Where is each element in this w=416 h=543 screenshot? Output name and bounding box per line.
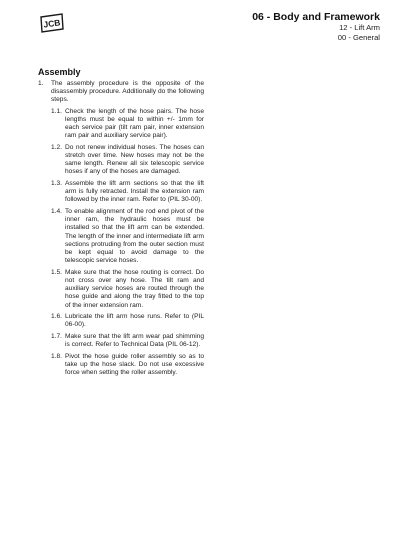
step-number: 1.7. [51,333,62,341]
procedure-content [38,80,204,381]
step-text: Lubricate the lift arm hose runs. Refer to (PIL 06-00). [65,313,204,329]
step-number: 1.6. [51,313,62,321]
step-text: Pivot the hose guide roller assembly so as to take up the hose slack. Do not use excessive force when setting the roller assembly. [65,352,204,377]
subsection-title: 00 - General [337,32,380,42]
intro-step [38,80,204,105]
step-text: Assemble the lift arm sections so that the lift arm is fully retracted. Install the extension ram followed by the inner ram. Refer to (PIL 30-00). [65,180,204,204]
step-text: Check the length of the hose pairs. The hose lengths must be equal to within +/- 1mm for each service pair (tilt ram pair, inner extension ram pair and auxiliary service pair). [65,107,204,140]
step-item [51,269,204,310]
step-list [51,108,204,378]
assembly-heading: Assembly [38,67,81,77]
step-item [51,180,204,205]
jcb-logo [38,13,65,33]
step-item [51,208,204,265]
intro-number: 1. [38,80,44,87]
step-number: 1.5. [51,268,62,276]
intro-text: The assembly procedure is the opposite of the disassembly procedure. Additionally do the following steps. [51,80,204,104]
step-number: 1.1. [51,107,62,115]
step-text: Make sure that the lift arm wear pad shimming is correct. Refer to Technical Data (PIL 06-12). [65,333,204,349]
step-item [51,333,204,349]
step-item [51,108,204,141]
section-title: 12 - Lift Arm [339,23,380,32]
step-number: 1.3. [51,180,62,188]
step-number: 1.8. [51,352,62,360]
chapter-title: 06 - Body and Framework [252,11,380,23]
step-item [51,144,204,177]
step-number: 1.4. [51,208,62,216]
page-header [252,11,380,42]
step-text: To enable alignment of the rod end pivot of the inner ram, the hydraulic hoses must be installed so that the lift arm can be extended. The length of the inner and intermediate lift arm sections protruding from the outer section must be kept equal to avoid damage to the telescopic service hoses. [65,208,204,265]
step-item [51,313,204,329]
step-text: Make sure that the hose routing is correct. Do not cross over any hose. The tilt ram and auxiliary service hoses are routed through the hose guide and along the tray fitted to the top of the inner extension ram. [65,268,204,309]
step-number: 1.2. [51,143,62,151]
step-text: Do not renew individual hoses. The hoses can stretch over time. New hoses may not be the same length. Renew all six telescopic service hoses if any of the hoses are damaged. [65,143,204,176]
step-item [51,353,204,378]
jcb-logo-text: JCB [42,17,62,30]
